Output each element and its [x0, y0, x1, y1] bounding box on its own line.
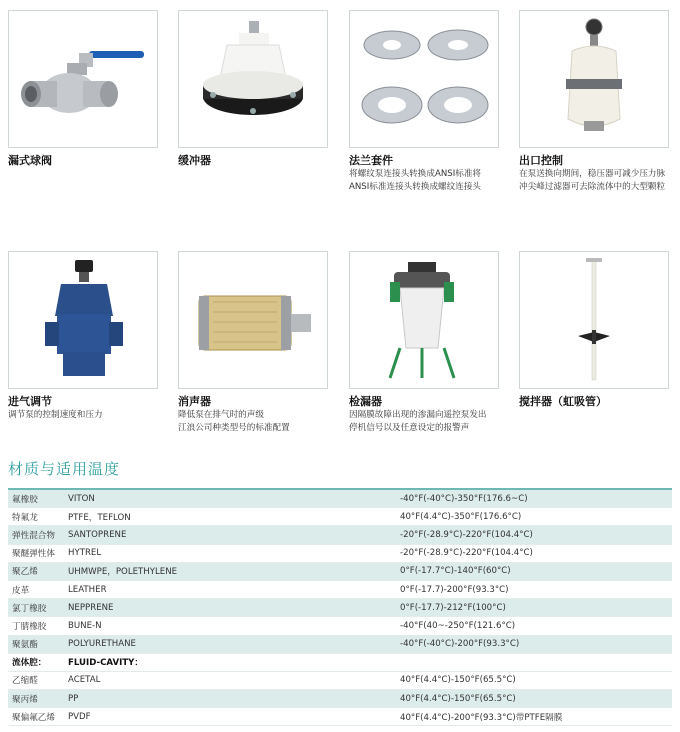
table-row — [8, 708, 672, 726]
material-en: POLYURETHANE — [66, 635, 398, 653]
material-en: PVDF — [66, 708, 398, 726]
leak-detector-image — [349, 251, 499, 389]
material-en: NEPPRENE — [66, 599, 398, 617]
product-desc-line: 在泵送换向期间，稳压器可减少压力脉 — [519, 169, 666, 179]
material-temp: -40°F(-40°C)-200°F(93.3°C) — [398, 635, 672, 653]
material-en: SANTOPRENE — [66, 526, 398, 544]
outlet-control-image — [519, 10, 669, 148]
table-row — [8, 508, 672, 526]
product-damper — [178, 10, 328, 168]
material-temp: -40°F(-40°C)-350°F(176.6~C) — [398, 489, 672, 508]
material-cn: 聚乙烯 — [8, 562, 66, 580]
material-cn: 弹性混合物 — [8, 526, 66, 544]
material-en: ACETAL — [66, 671, 398, 689]
material-en: HYTREL — [66, 544, 398, 562]
table-row — [8, 544, 672, 562]
product-outlet-control — [519, 10, 669, 194]
product-title: 法兰套件 — [349, 154, 393, 167]
material-temp: 0°F(-17.7)-200°F(93.3°C) — [398, 580, 672, 598]
product-ball-valve — [8, 10, 158, 168]
product-desc-line: 江浪公司种类型号的标准配置 — [178, 423, 290, 433]
material-temp: -20°F(-28.9°C)-220°F(104.4°C) — [398, 526, 672, 544]
muffler-image — [178, 251, 328, 389]
product-agitator — [519, 251, 669, 409]
table-row — [8, 617, 672, 635]
product-desc-line: 冲尖峰过滤器可去除流体中的大型颗粒 — [519, 182, 666, 192]
fluid-header-en: FLUID-CAVITY： — [66, 653, 398, 671]
table-row — [8, 526, 672, 544]
product-desc-line: 降低泵在排气时的声级 — [178, 410, 264, 420]
product-desc-line: 停机信号以及任意设定的报警声 — [349, 423, 470, 433]
table-row — [8, 562, 672, 580]
product-title: 漏式球阀 — [8, 154, 52, 167]
materials-table — [8, 488, 672, 726]
product-title: 消声器 — [178, 395, 211, 408]
material-cn: 聚丙烯 — [8, 690, 66, 708]
product-air-regulator — [8, 251, 158, 422]
material-temp: 0°F(-17.7°C)-140°F(60°C) — [398, 562, 672, 580]
table-row — [8, 635, 672, 653]
material-en: VITON — [66, 489, 398, 508]
material-cn: 聚偏氟乙烯 — [8, 708, 66, 726]
product-title: 检漏器 — [349, 395, 382, 408]
table-row — [8, 580, 672, 598]
product-desc-line: 调节泵的控制速度和压力 — [8, 410, 103, 420]
table-row — [8, 690, 672, 708]
material-temp: 0°F(-17.7)-212°F(100°C) — [398, 599, 672, 617]
product-flange-kit — [349, 10, 499, 194]
material-cn: 乙缩醛 — [8, 671, 66, 689]
material-temp: 40°F(4.4°C)-150°F(65.5°C) — [398, 690, 672, 708]
material-temp: -20°F(-28.9°C)-220°F(104.4°C) — [398, 544, 672, 562]
product-title: 出口控制 — [519, 154, 563, 167]
material-cn: 氟橡胶 — [8, 489, 66, 508]
material-en: PTFE，TEFLON — [66, 508, 398, 526]
table-row — [8, 489, 672, 508]
material-cn: 皮革 — [8, 580, 66, 598]
product-title: 搅拌器（虹吸管） — [519, 395, 607, 408]
material-cn: 特氟龙 — [8, 508, 66, 526]
fluid-header-cn: 流体腔： — [8, 653, 66, 671]
table-row — [8, 599, 672, 617]
product-title: 缓冲器 — [178, 154, 211, 167]
material-en: BUNE-N — [66, 617, 398, 635]
material-en: UHMWPE，POLETHYLENE — [66, 562, 398, 580]
material-temp: 40°F(4.4°C)-350°F(176.6°C) — [398, 508, 672, 526]
material-temp: -40°F(40~-250°F(121.6°C) — [398, 617, 672, 635]
material-temp: 40°F(4.4°C)-200°F(93.3°C)带PTFE隔膜 — [398, 708, 672, 726]
section-title: 材质与适用温度 — [8, 460, 121, 478]
material-cn: 氯丁橡胶 — [8, 599, 66, 617]
product-leak-detector — [349, 251, 499, 435]
table-row — [8, 671, 672, 689]
material-cn: 聚醚弹性体 — [8, 544, 66, 562]
product-title: 进气调节 — [8, 395, 52, 408]
product-desc-line: 将螺纹泵连接头转换成ANSI标准将 — [349, 169, 482, 179]
material-temp: 40°F(4.4°C)-150°F(65.5°C) — [398, 671, 672, 689]
product-muffler — [178, 251, 328, 435]
air-regulator-image — [8, 251, 158, 389]
material-cn: 聚氨酯 — [8, 635, 66, 653]
table-subheader-row — [8, 653, 672, 671]
material-cn: 丁腈橡胶 — [8, 617, 66, 635]
material-en: PP — [66, 690, 398, 708]
material-en: LEATHER — [66, 580, 398, 598]
product-desc-line: 因隔膜故障出现的渗漏向遥控泵发出 — [349, 410, 487, 420]
ball-valve-image — [8, 10, 158, 148]
damper-image — [178, 10, 328, 148]
product-desc-line: ANSI标准连接头转换成螺纹连接头 — [349, 182, 482, 192]
agitator-image — [519, 251, 669, 389]
flange-kit-image — [349, 10, 499, 148]
